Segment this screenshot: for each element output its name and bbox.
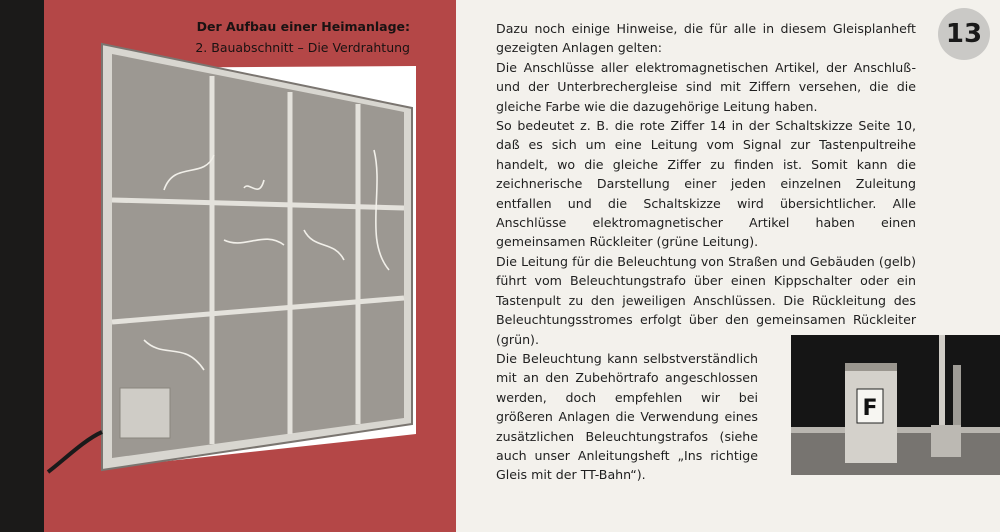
paragraph-narrow: Die Beleuchtung kann selbstverständlich mit an den Zubehörtrafo angeschlossen werden, doch empfehlen wir bei größeren Anlagen die Verwendung eines zusätzlichen Beleuchtungstrafos (siehe auch unser Anleitungsheft „Ins richtige Gleis mit der TT-Bahn“). xyxy=(496,350,758,483)
paragraph: So bedeutet z. B. die rote Ziffer 14 in der Schaltskizze Seite 10, daß es sich um eine Leitung vom Signal zur Tastenpultreihe handelt, wo die gleiche Ziffer zu finden ist. Somit kann die zeichnerische Darstellung einer jeden einzelnen Zuleitung entfallen und die Schaltskizze wird übersichtlicher. Alle Anschlüsse elektromagnetischer Artikel haben einen gemeinsamen Rückleiter (grüne Leitung). xyxy=(496,118,916,250)
paragraph: Die Anschlüsse aller elektromagnetischen Artikel, der Anschluß- und der Unterbrechergleise sind mit Ziffern versehen, die die gleiche Farbe wie die dazugehörige Leitung haben. xyxy=(496,59,916,114)
wiring-frame-photo xyxy=(44,40,456,532)
figure-caption xyxy=(44,16,410,58)
paragraph: Dazu noch einige Hinweise, die für alle in diesem Gleisplanheft gezeigten Anlagen gelten: xyxy=(496,21,916,56)
caption-title: Der Aufbau einer Heimanlage: xyxy=(196,19,410,34)
sign-letter: F xyxy=(862,396,878,421)
page-number-badge xyxy=(938,8,990,60)
page-number: 13 xyxy=(945,19,983,49)
caption-subtitle: 2. Bauabschnitt – Die Verdrahtung xyxy=(195,40,410,55)
black-edge-strip xyxy=(0,0,44,532)
railway-sign-photo xyxy=(791,335,1000,475)
paragraph: Die Leitung für die Beleuchtung von Straßen und Gebäuden (gelb) führt vom Beleuchtungstrafo über einen Kippschalter oder ein Tastenpult zu den jeweiligen Anschlüssen. Die Rückleitung des Beleuchtungsstromes erfolgt über den gemeinsamen Rückleiter (grün). xyxy=(496,253,916,347)
